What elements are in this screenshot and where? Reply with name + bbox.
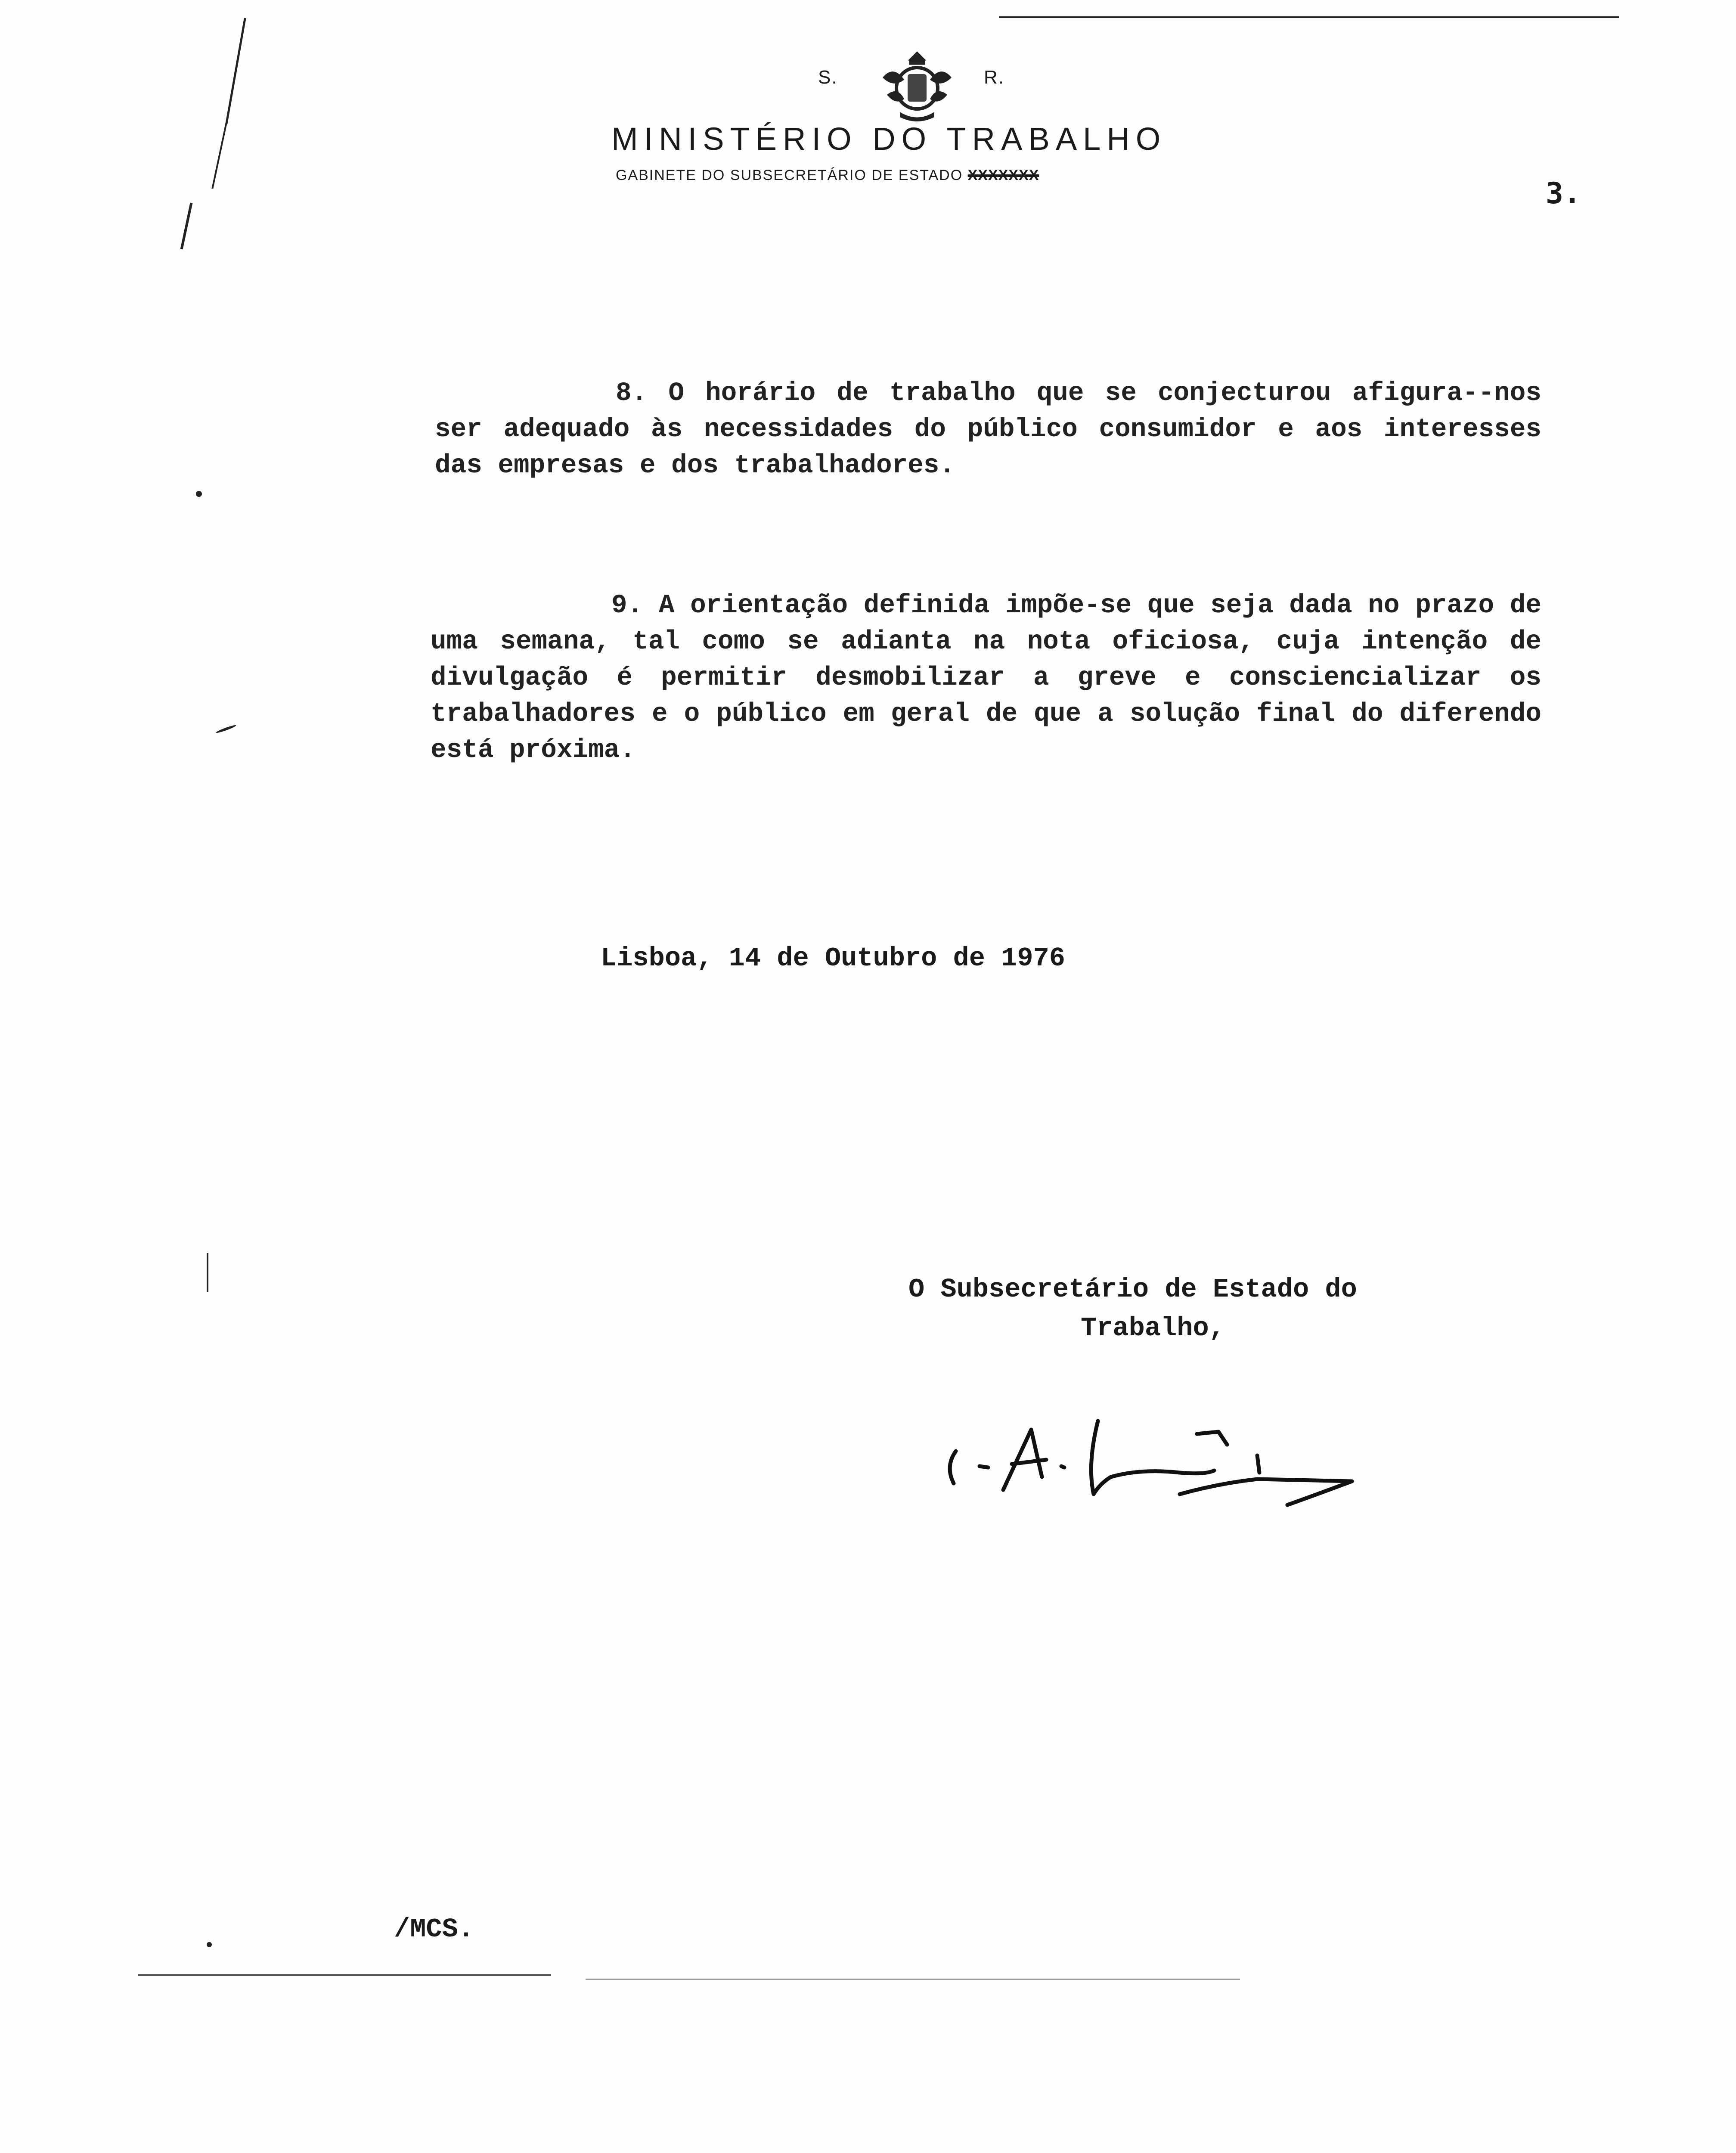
page-number: 3. xyxy=(1546,177,1581,211)
handwritten-signature xyxy=(939,1391,1412,1520)
bottom-rule xyxy=(138,1974,551,1976)
margin-dot xyxy=(196,491,202,497)
signatory-line-2: Trabalho, xyxy=(1081,1313,1225,1343)
margin-dot xyxy=(207,1942,212,1947)
signatory-line-1: O Subsecretário de Estado do xyxy=(908,1274,1357,1305)
typist-initials: /MCS. xyxy=(394,1914,474,1945)
margin-mark xyxy=(211,113,229,189)
letterhead-crest-row xyxy=(814,47,1038,125)
paragraph-8-text: 8. O horário de trabalho que se conjecturou afigura--nos ser adequado às necessidades do público consumidor e aos interesses das empresas e dos trabalhadores. xyxy=(435,378,1541,481)
paragraph-8 xyxy=(435,375,1541,484)
margin-mark xyxy=(225,18,246,124)
paragraph-9-text: 9. A orientação definida impõe-se que seja dada no prazo de uma semana, tal como se adianta na nota oficiosa, cuja intenção de divulgação é permitir desmobilizar a greve e consciencializar os trabalhadores e o público em geral de que a solução final do diferendo está próxima. xyxy=(431,591,1541,765)
ministry-title: MINISTÉRIO DO TRABALHO xyxy=(611,121,1167,157)
cabinet-subtitle xyxy=(616,167,1039,184)
date-line: Lisboa, 14 de Outubro de 1976 xyxy=(601,943,1065,974)
margin-mark xyxy=(215,724,236,734)
cabinet-struck-text: XXXXXXX xyxy=(967,167,1039,183)
coat-of-arms-icon xyxy=(874,47,960,125)
paragraph-9 xyxy=(431,588,1541,769)
cabinet-text: GABINETE DO SUBSECRETÁRIO DE ESTADO xyxy=(616,167,963,183)
top-edge-line xyxy=(999,16,1619,18)
margin-mark xyxy=(180,203,193,250)
bottom-rule xyxy=(586,1979,1240,1980)
letterhead-s: S. xyxy=(818,67,838,88)
signatory-block xyxy=(908,1270,1434,1348)
margin-mark xyxy=(207,1253,208,1292)
letterhead-r: R. xyxy=(984,67,1004,88)
